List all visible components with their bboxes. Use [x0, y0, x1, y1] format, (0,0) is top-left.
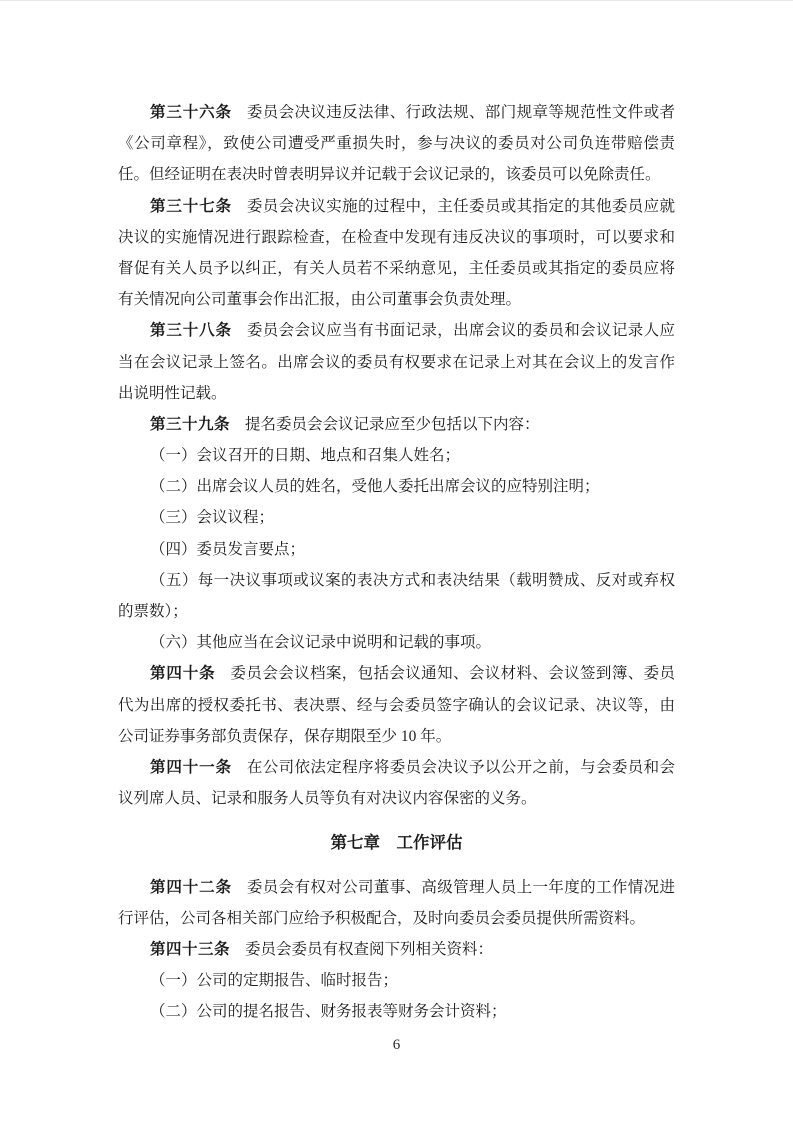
text-line: 的票数）；: [118, 603, 188, 620]
chapter-heading: 第七章 工作评估: [330, 833, 463, 853]
text-line: 行评估，公司各相关部门应给予积极配合，及时向委员会委员提供所需资料。: [118, 909, 646, 927]
text-line: 第三十九条 提名委员会会议记录应至少包括以下内容：: [150, 415, 540, 433]
text-line: （三）会议议程；: [150, 509, 275, 527]
list-item: [118, 965, 675, 996]
list-item: [118, 471, 675, 502]
article-number: 第三十九条: [150, 415, 231, 433]
text-line: 有关情况向公司董事会作出汇报，由公司董事会负责处理。: [118, 291, 522, 309]
text-line: 第三十八条 委员会会议应当有书面记录，出席会议的委员和会议记录人应: [150, 322, 675, 340]
text-line: 任。但经证明在表决时曾表明异议并记载于会议记录的，该委员可以免除责任。: [118, 166, 661, 184]
article-number: 第三十七条: [150, 197, 232, 215]
text-line: （二）出席会议人员的姓名，受他人委托出席会议的应特别注明；: [150, 478, 600, 496]
list-item: [118, 440, 675, 471]
text-line: 第四十一条 在公司依法定程序将委员会决议予以公开之前，与会委员和会: [150, 758, 675, 776]
text-line: （四）委员发言要点；: [150, 540, 306, 558]
article-number: 第四十一条: [150, 758, 232, 776]
article-number: 第四十条: [150, 665, 216, 683]
article-paragraph: [118, 191, 675, 316]
text-line: （五）每一决议事项或议案的表决方式和表决结果（载明赞成、反对或弃权: [150, 571, 675, 589]
article-paragraph: [118, 409, 675, 440]
article-number: 第四十三条: [150, 940, 231, 958]
text-line: 第三十六条 委员会决议违反法律、行政法规、部门规章等规范性文件或者: [150, 104, 675, 121]
text-line: 代为出席的授权委托书、表决票、经与会委员签字确认的会议记录、决议等，由: [118, 696, 675, 714]
text-line: 第四十条 委员会会议档案，包括会议通知、会议材料、会议签到簿、委员: [150, 665, 675, 683]
text-line: 督促有关人员予以纠正，有关人员若不采纳意见，主任委员或其指定的委员应将: [118, 259, 675, 277]
text-line: 《公司章程》，致使公司遭受严重损失时，参与决议的委员对公司负连带赔偿责: [118, 135, 675, 153]
page-number: 6: [392, 1037, 401, 1054]
text-line: 出说明性记载。: [118, 384, 227, 402]
text-line: （二）公司的提名报告、财务报表等财务会计资料；: [150, 1003, 507, 1021]
text-line: 第三十七条 委员会决议实施的过程中，主任委员或其指定的其他委员应就: [150, 197, 675, 215]
article-number: 第四十二条: [150, 878, 232, 896]
list-item: [118, 502, 675, 533]
article-paragraph: [118, 752, 675, 814]
article-paragraph: [118, 658, 675, 752]
article-paragraph: [118, 315, 675, 409]
text-line: （六）其他应当在会议记录中说明和记载的事项。: [150, 634, 492, 652]
text-line: 第四十三条 委员会委员有权查阅下列相关资料：: [150, 940, 494, 958]
article-paragraph: [118, 934, 675, 965]
document-body: [0, 1, 793, 1027]
article-number: 第三十六条: [150, 104, 232, 121]
article-paragraph: [118, 97, 675, 191]
text-line: 议列席人员、记录和服务人员等负有对决议内容保密的义务。: [118, 790, 537, 808]
list-item: [118, 996, 675, 1027]
list-item: [118, 534, 675, 565]
article-paragraph: [118, 872, 675, 934]
text-line: 决议的实施情况进行跟踪检查，在检查中发现有违反决议的事项时，可以要求和: [118, 228, 675, 246]
text-line: （一）会议召开的日期、地点和召集人姓名；: [150, 447, 461, 465]
text-line: 当在会议记录上签名。出席会议的委员有权要求在记录上对其在会议上的发言作: [118, 353, 675, 371]
text-line: 公司证券事务部负责保存，保存期限至少 10 年。: [118, 727, 452, 745]
text-line: （一）公司的定期报告、临时报告；: [150, 972, 399, 990]
list-item: [118, 565, 675, 627]
article-number: 第三十八条: [150, 322, 232, 340]
text-line: 第四十二条 委员会有权对公司董事、高级管理人员上一年度的工作情况进: [150, 878, 675, 896]
list-item: [118, 627, 675, 658]
